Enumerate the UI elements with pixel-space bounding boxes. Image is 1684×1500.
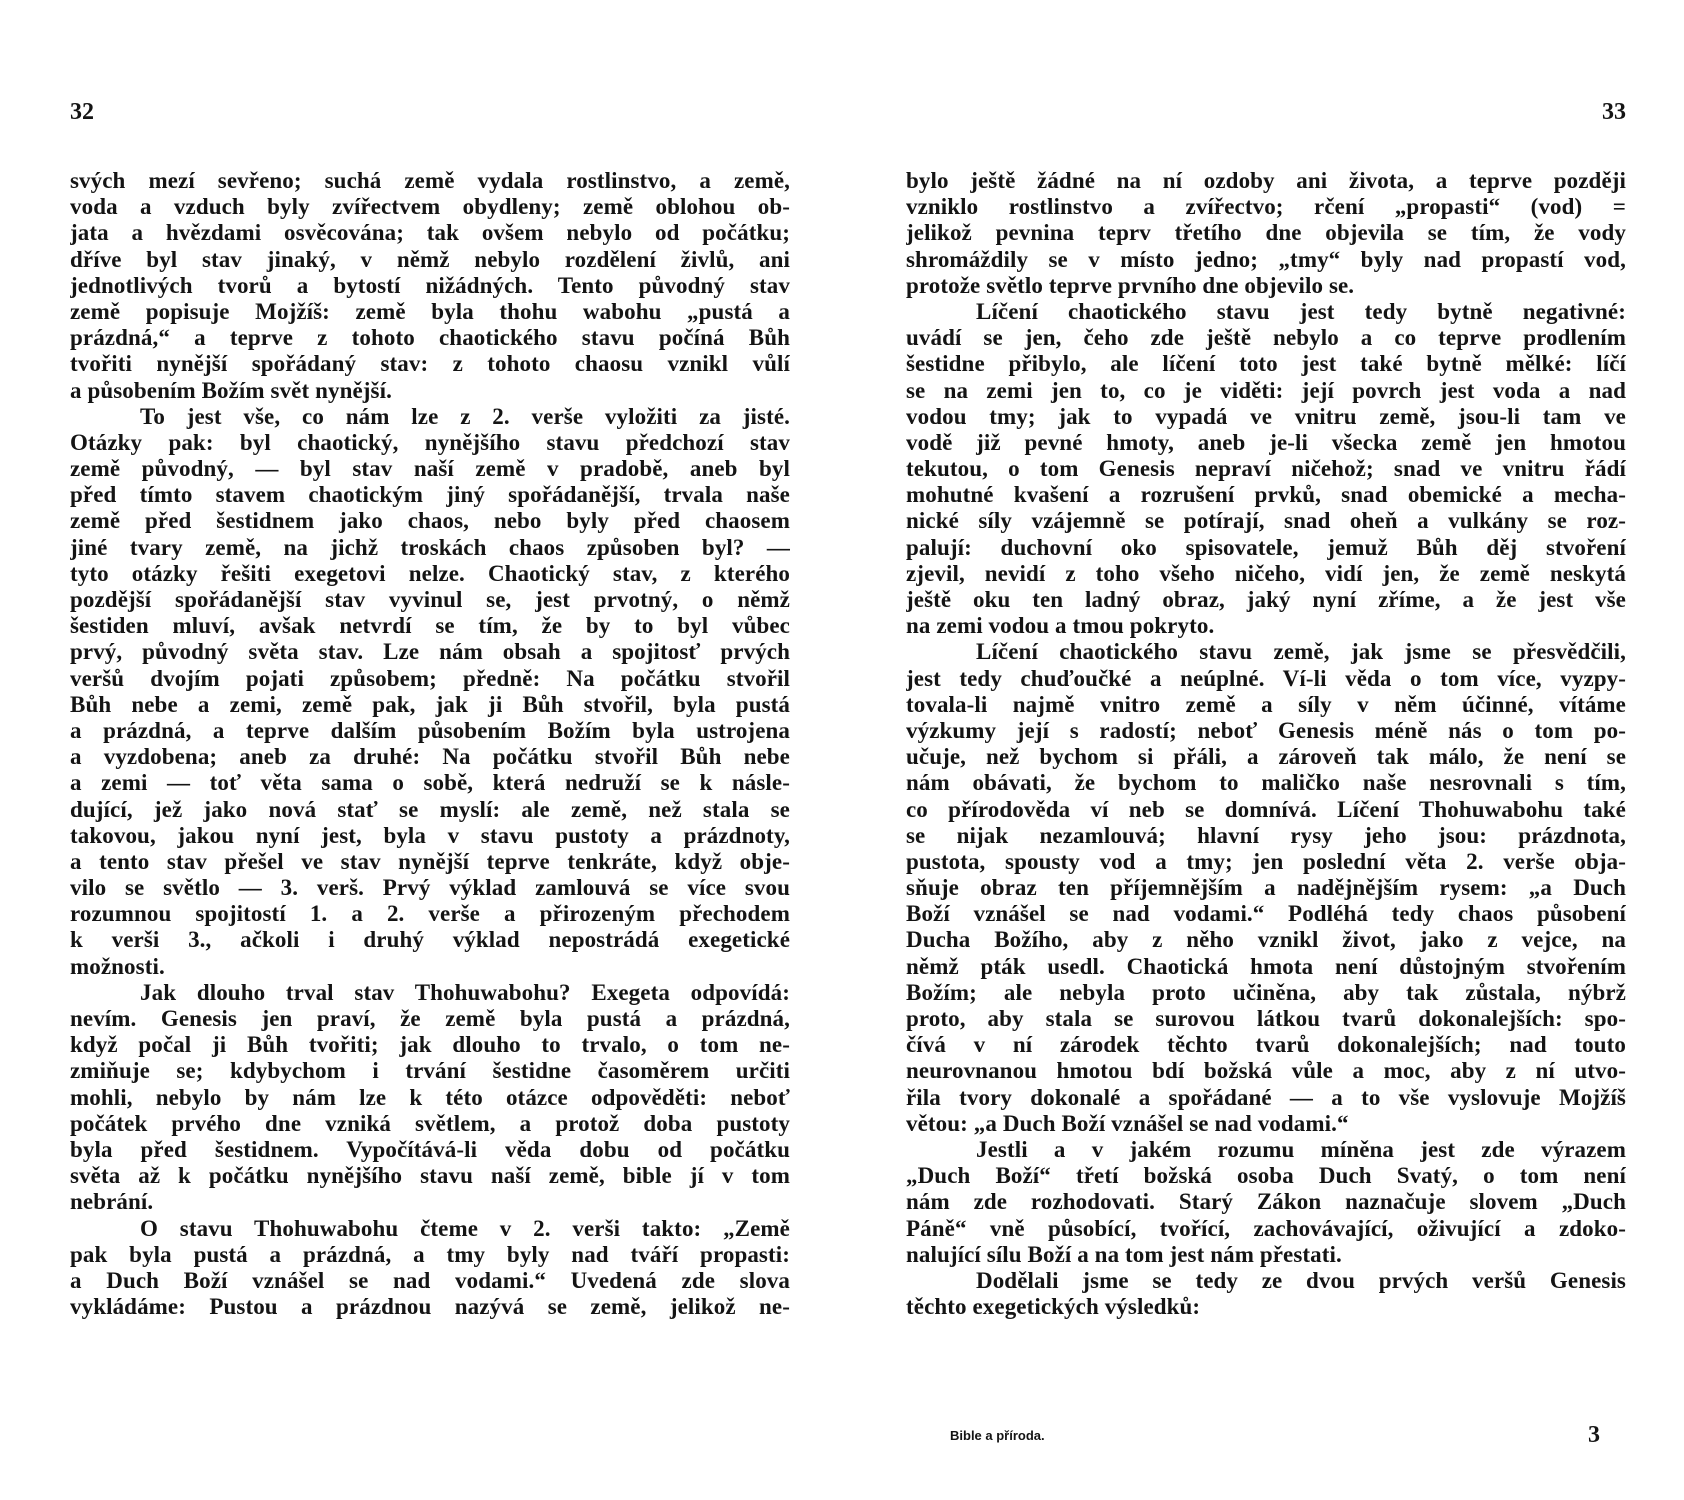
text-line: nevím. Genesis jen praví, že země byla pustá a prázdná, — [70, 1006, 790, 1031]
text-line: Líčení chaotického stavu jest tedy bytně negativné: — [976, 298, 1626, 324]
text-line: zjevil, nevidí z toho všeho ničeho, vidí jen, že země neskytá — [906, 560, 1626, 586]
signature-number: 3 — [1588, 1422, 1600, 1448]
text-line: tyto otázky řešiti exegetovi nelze. Chaotický stav, z kterého — [70, 560, 790, 586]
text-line: nám zde rozhodovati. Starý Zákon naznačuje slovem „Duch — [906, 1189, 1626, 1215]
text-line: vodě již pevné hmoty, aneb je-li všecka země jen hmotou — [906, 429, 1626, 455]
text-line: prvý, původný světa stav. Lze nám obsah a spojitosť prvých — [70, 639, 790, 665]
text-line: bylo ještě žádné na ní ozdoby ani života, a teprve později — [906, 168, 1626, 193]
text-line: takovou, jakou nyní jest, byla v stavu pustoty a prázdnoty, — [70, 822, 790, 848]
text-line: veršů dvojím pojati způsobem; předně: Na počátku stvořil — [70, 665, 790, 691]
text-line: Líčení chaotického stavu země, jak jsme se přesvědčili, — [976, 639, 1626, 665]
text-line: pustota, spousty vod a tmy; jen poslední věta 2. verše obja- — [906, 848, 1626, 874]
text-line: země původný, — byl stav naší země v pradobě, aneb byl — [70, 456, 790, 482]
text-line: země popisuje Mojžíš: země byla thohu wabohu „pustá a — [70, 298, 790, 324]
text-line: výzkumy její s radostí; neboť Genesis méně nás o tom po- — [906, 717, 1626, 743]
text-line: Bůh nebe a zemi, země pak, jak ji Bůh stvořil, byla pustá — [70, 691, 790, 717]
text-line: a prázdná, a teprve dalším působením Božím byla ustrojena — [70, 717, 790, 743]
text-line: větou: „a Duch Boží vznášel se nad vodami.“ — [906, 1110, 1349, 1136]
text-line: mohli, nebylo by nám lze k této otázce odpověděti: neboť — [70, 1084, 790, 1110]
text-line: uvádí se jen, čeho zde ještě nebylo a co teprve prodlením — [906, 325, 1626, 351]
text-line: těchto exegetických výsledků: — [906, 1294, 1201, 1320]
text-line: země před šestidnem jako chaos, nebo byly před chaosem — [70, 508, 790, 534]
text-line: shromáždily se v místo jedno; „tmy“ byly nad propastí vod, — [906, 246, 1626, 272]
text-line: světa až k počátku nynějšího stavu naší země, bible jí v tom — [70, 1163, 790, 1189]
printer-signature: Bible a příroda. — [950, 1428, 1045, 1443]
text-line: možnosti. — [70, 953, 165, 979]
text-line: tekutou, o tom Genesis nepraví ničehož; snad ve vnitru řádí — [906, 456, 1626, 482]
text-line: voda a vzduch byly zvířectvem obydleny; země oblohou ob- — [70, 194, 790, 220]
text-line: vzniklo rostlinstvo a zvířectvo; rčení „propasti“ (vod) = — [906, 194, 1626, 220]
text-line: jednotlivých tvorů a bytostí nižádných. Tento původný stav — [70, 272, 790, 298]
text-line: nalující sílu Boží a na tom jest nám přestati. — [906, 1241, 1342, 1267]
text-line: pozdější spořádanější stav vyvinul se, jest prvotný, o němž — [70, 587, 790, 612]
text-line: Jak dlouho trval stav Thohuwabohu? Exegeta odpovídá: — [140, 979, 790, 1005]
text-line: tvořiti nynější spořádaný stav: z tohoto chaosu vznikl vůlí — [70, 351, 790, 377]
text-line: mohutné kvašení a rozrušení prvků, snad obemické a mecha- — [906, 482, 1626, 508]
text-line: když počal ji Bůh tvořiti; jak dlouho to trvalo, o tom ne- — [70, 1032, 790, 1058]
text-line: pak byla pustá a prázdná, a tmy byly nad tváří propasti: — [70, 1241, 790, 1267]
text-line: nické síly vzájemně se potírají, snad oheň a vulkány se roz- — [906, 508, 1626, 534]
text-line: proto, aby stala se surovou látkou tvarů dokonalejších: spo- — [906, 1006, 1626, 1031]
text-line: palují: duchovní oko spisovatele, jemuž Bůh děj stvoření — [906, 534, 1626, 560]
text-line: Božím; ale nebyla proto učiněna, aby tak zůstala, nýbrž — [906, 979, 1626, 1005]
text-line: se nijak nezamlouvá; hlavní rysy jeho jsou: prázdnota, — [906, 822, 1626, 848]
text-line: němž pták usedl. Chaotická hmota není důstojným stvořením — [906, 953, 1626, 979]
text-line: rozumnou spojitostí 1. a 2. verše a přirozeným přechodem — [70, 901, 790, 927]
page-number: 32 — [70, 99, 94, 125]
text-line: čívá v ní zárodek těchto tvarů dokonalejších; nad touto — [906, 1032, 1626, 1058]
text-line: sňuje obraz ten příjemnějším a nadějnějším rysem: „a Duch — [906, 875, 1626, 901]
text-line: vodou tmy; jak to vypadá ve vnitru země, jsou-li tam ve — [906, 403, 1626, 429]
text-line: jest tedy chuďoučké a neúplné. Ví-li věda o tom více, vyzpy- — [906, 665, 1626, 691]
text-line: O stavu Thohuwabohu čteme v 2. verši takto: „Země — [140, 1215, 790, 1241]
page-footer — [950, 1422, 1600, 1452]
text-line: protože světlo teprve prvního dne objevilo se. — [906, 272, 1355, 298]
text-line: a vyzdobena; aneb za druhé: Na počátku stvořil Bůh nebe — [70, 744, 790, 770]
text-line: Dodělali jsme se tedy ze dvou prvých veršů Genesis — [976, 1267, 1626, 1293]
text-line: počátek prvého dne vzniká světlem, a protož doba pustoty — [70, 1110, 790, 1136]
text-line: jata a hvězdami osvěcována; tak ovšem nebylo od počátku; — [70, 220, 790, 246]
text-line: dříve byl stav jinaký, v němž nebylo rozdělení živlů, ani — [70, 246, 790, 272]
text-line: byla před šestidnem. Vypočítává-li věda dobu od počátku — [70, 1136, 790, 1162]
text-line: svých mezí sevřeno; suchá země vydala rostlinstvo, a země, — [70, 168, 790, 193]
text-line: Ducha Božího, aby z něho vznikl život, jako z vejce, na — [906, 927, 1626, 953]
page-text — [70, 168, 790, 1320]
page-text — [906, 168, 1626, 1320]
text-line: ještě oku ten ladný obraz, jaký nyní zříme, a že jest vše — [906, 587, 1626, 612]
text-line: Jestli a v jakém rozumu míněna jest zde výrazem — [976, 1136, 1626, 1162]
text-line: se na zemi jen to, co je viděti: její povrch jest voda a nad — [906, 377, 1626, 403]
text-line: učuje, než bychom si přáli, a zároveň tak málo, že není se — [906, 744, 1626, 770]
text-line: zmiňuje se; kdybychom i trvání šestidne časoměrem určiti — [70, 1058, 790, 1084]
text-line: Boží vznášel se nad vodami.“ Podléhá tedy chaos působení — [906, 901, 1626, 927]
text-line: a Duch Boží vznášel se nad vodami.“ Uvedená zde slova — [70, 1267, 790, 1293]
text-line: prázdná,“ a teprve z tohoto chaotického stavu počíná Bůh — [70, 325, 790, 351]
text-line: šestidne přibylo, ale líčení toto jest také bytně mělké: líčí — [906, 351, 1626, 377]
text-line: a tento stav přešel ve stav nynější teprve tenkráte, když obje- — [70, 848, 790, 874]
text-line: „Duch Boží“ třetí božská osoba Duch Svatý, o tom není — [906, 1163, 1626, 1189]
text-line: jelikož pevnina teprv třetího dne objevila se tím, že vody — [906, 220, 1626, 246]
page-number: 33 — [1602, 99, 1626, 125]
text-line: tovala-li najmě vnitro země a síly v něm účinné, vítáme — [906, 691, 1626, 717]
text-line: Páně“ vně působící, tvořící, zachovávající, oživující a zdoko- — [906, 1215, 1626, 1241]
text-line: vykládáme: Pustou a prázdnou nazývá se země, jelikož ne- — [70, 1294, 790, 1320]
text-line: před tímto stavem chaotickým jiný spořádanější, trvala naše — [70, 482, 790, 508]
text-line: k verši 3., ačkoli i druhý výklad nepostrádá exegetické — [70, 927, 790, 953]
text-line: To jest vše, co nám lze z 2. verše vyložiti za jisté. — [140, 403, 790, 429]
text-line: a působením Božím svět nynější. — [70, 377, 392, 403]
text-line: šestiden mluví, avšak netvrdí se tím, že by to byl vůbec — [70, 613, 790, 639]
text-line: dující, jež jako nová stať se myslí: ale země, než stala se — [70, 796, 790, 822]
text-line: vilo se světlo — 3. verš. Prvý výklad zamlouvá se více svou — [70, 875, 790, 901]
text-line: co přírodověda ví neb se domnívá. Líčení Thohuwabohu také — [906, 796, 1626, 822]
text-line: neurovnanou hmotou bdí božská vůle a moc, aby z ní utvo- — [906, 1058, 1626, 1084]
text-line: na zemi vodou a tmou pokryto. — [906, 613, 1215, 639]
text-line: jiné tvary země, na jichž troskách chaos způsoben byl? — — [70, 534, 790, 560]
text-line: a zemi — toť věta sama o sobě, která nedruží se k násle- — [70, 770, 790, 796]
text-line: Otázky pak: byl chaotický, nynějšího stavu předchozí stav — [70, 429, 790, 455]
text-line: nebrání. — [70, 1189, 154, 1215]
text-line: nám obávati, že bychom to maličko naše nesrovnali s tím, — [906, 770, 1626, 796]
text-line: řila tvory dokonalé a spořádané — a to vše vyslovuje Mojžíš — [906, 1084, 1626, 1110]
